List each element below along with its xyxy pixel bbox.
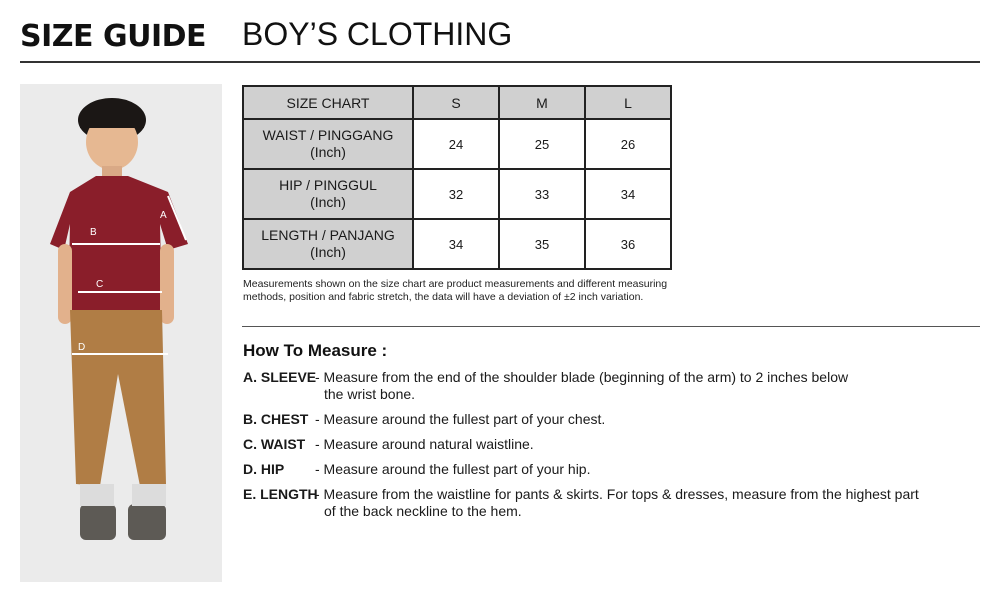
table-row bbox=[243, 219, 671, 269]
note-line: methods, position and fabric stretch, the data will have a deviation of ±2 inch variation. bbox=[243, 291, 644, 303]
measure-desc-line: - Measure from the waistline for pants & skirts. For tops & dresses, measure from the highest part bbox=[315, 486, 919, 502]
measure-key: E. LENGTH bbox=[243, 486, 318, 502]
measure-desc-line: - Measure around the fullest part of your hip. bbox=[315, 461, 591, 477]
measure-key: A. SLEEVE bbox=[243, 369, 317, 385]
measure-desc bbox=[315, 411, 975, 428]
measure-desc bbox=[315, 486, 975, 520]
how-to-measure-title: How To Measure : bbox=[243, 341, 388, 360]
table-cell: 33 bbox=[499, 169, 585, 219]
row-label-unit: (Inch) bbox=[310, 244, 346, 260]
measure-desc-line: - Measure around natural waistline. bbox=[315, 436, 534, 452]
table-cell: 34 bbox=[585, 169, 671, 219]
size-col-s: S bbox=[413, 86, 499, 119]
table-cell: 26 bbox=[585, 119, 671, 169]
table-cell: 32 bbox=[413, 169, 499, 219]
table-cell: 36 bbox=[585, 219, 671, 269]
row-label-unit: (Inch) bbox=[310, 194, 346, 210]
row-label-hip bbox=[243, 169, 413, 219]
measure-key: B. CHEST bbox=[243, 411, 309, 427]
note-line: Measurements shown on the size chart are product measurements and different measuring bbox=[243, 278, 668, 290]
label-d: D bbox=[78, 342, 86, 353]
model-illustration bbox=[20, 84, 222, 582]
measure-key: D. HIP bbox=[243, 461, 285, 477]
table-header-row bbox=[243, 86, 671, 119]
page-subtitle: BOY’S CLOTHING bbox=[242, 16, 513, 52]
measurement-note bbox=[243, 278, 723, 304]
row-label-unit: (Inch) bbox=[310, 144, 346, 160]
label-b: B bbox=[90, 227, 97, 238]
size-col-m: M bbox=[499, 86, 585, 119]
table-row bbox=[243, 119, 671, 169]
table-cell: 34 bbox=[413, 219, 499, 269]
header bbox=[20, 14, 206, 58]
table-cell: 24 bbox=[413, 119, 499, 169]
measure-key: C. WAIST bbox=[243, 436, 306, 452]
row-label-line: WAIST / PINGGANG bbox=[262, 127, 394, 143]
label-c: C bbox=[96, 279, 104, 290]
model-photo bbox=[20, 84, 222, 582]
row-label-length bbox=[243, 219, 413, 269]
measure-desc-line: the wrist bone. bbox=[324, 386, 416, 402]
measure-desc-line: - Measure around the fullest part of your chest. bbox=[315, 411, 606, 427]
label-a: A bbox=[160, 210, 167, 221]
measure-desc bbox=[315, 369, 975, 403]
size-chart-header: SIZE CHART bbox=[243, 86, 413, 119]
size-col-l: L bbox=[585, 86, 671, 119]
measure-desc bbox=[315, 461, 975, 478]
measure-desc-line: - Measure from the end of the shoulder blade (beginning of the arm) to 2 inches below bbox=[315, 369, 849, 385]
page-title: SIZE GUIDE bbox=[20, 18, 207, 54]
header-divider bbox=[20, 61, 980, 63]
table-cell: 35 bbox=[499, 219, 585, 269]
row-label-line: LENGTH / PANJANG bbox=[261, 227, 395, 243]
size-chart-table bbox=[242, 85, 672, 270]
table-cell: 25 bbox=[499, 119, 585, 169]
measure-desc-line: of the back neckline to the hem. bbox=[324, 503, 522, 519]
table-row bbox=[243, 169, 671, 219]
row-label-line: HIP / PINGGUL bbox=[279, 177, 377, 193]
measure-desc bbox=[315, 436, 975, 453]
section-divider bbox=[242, 326, 980, 327]
row-label-waist bbox=[243, 119, 413, 169]
